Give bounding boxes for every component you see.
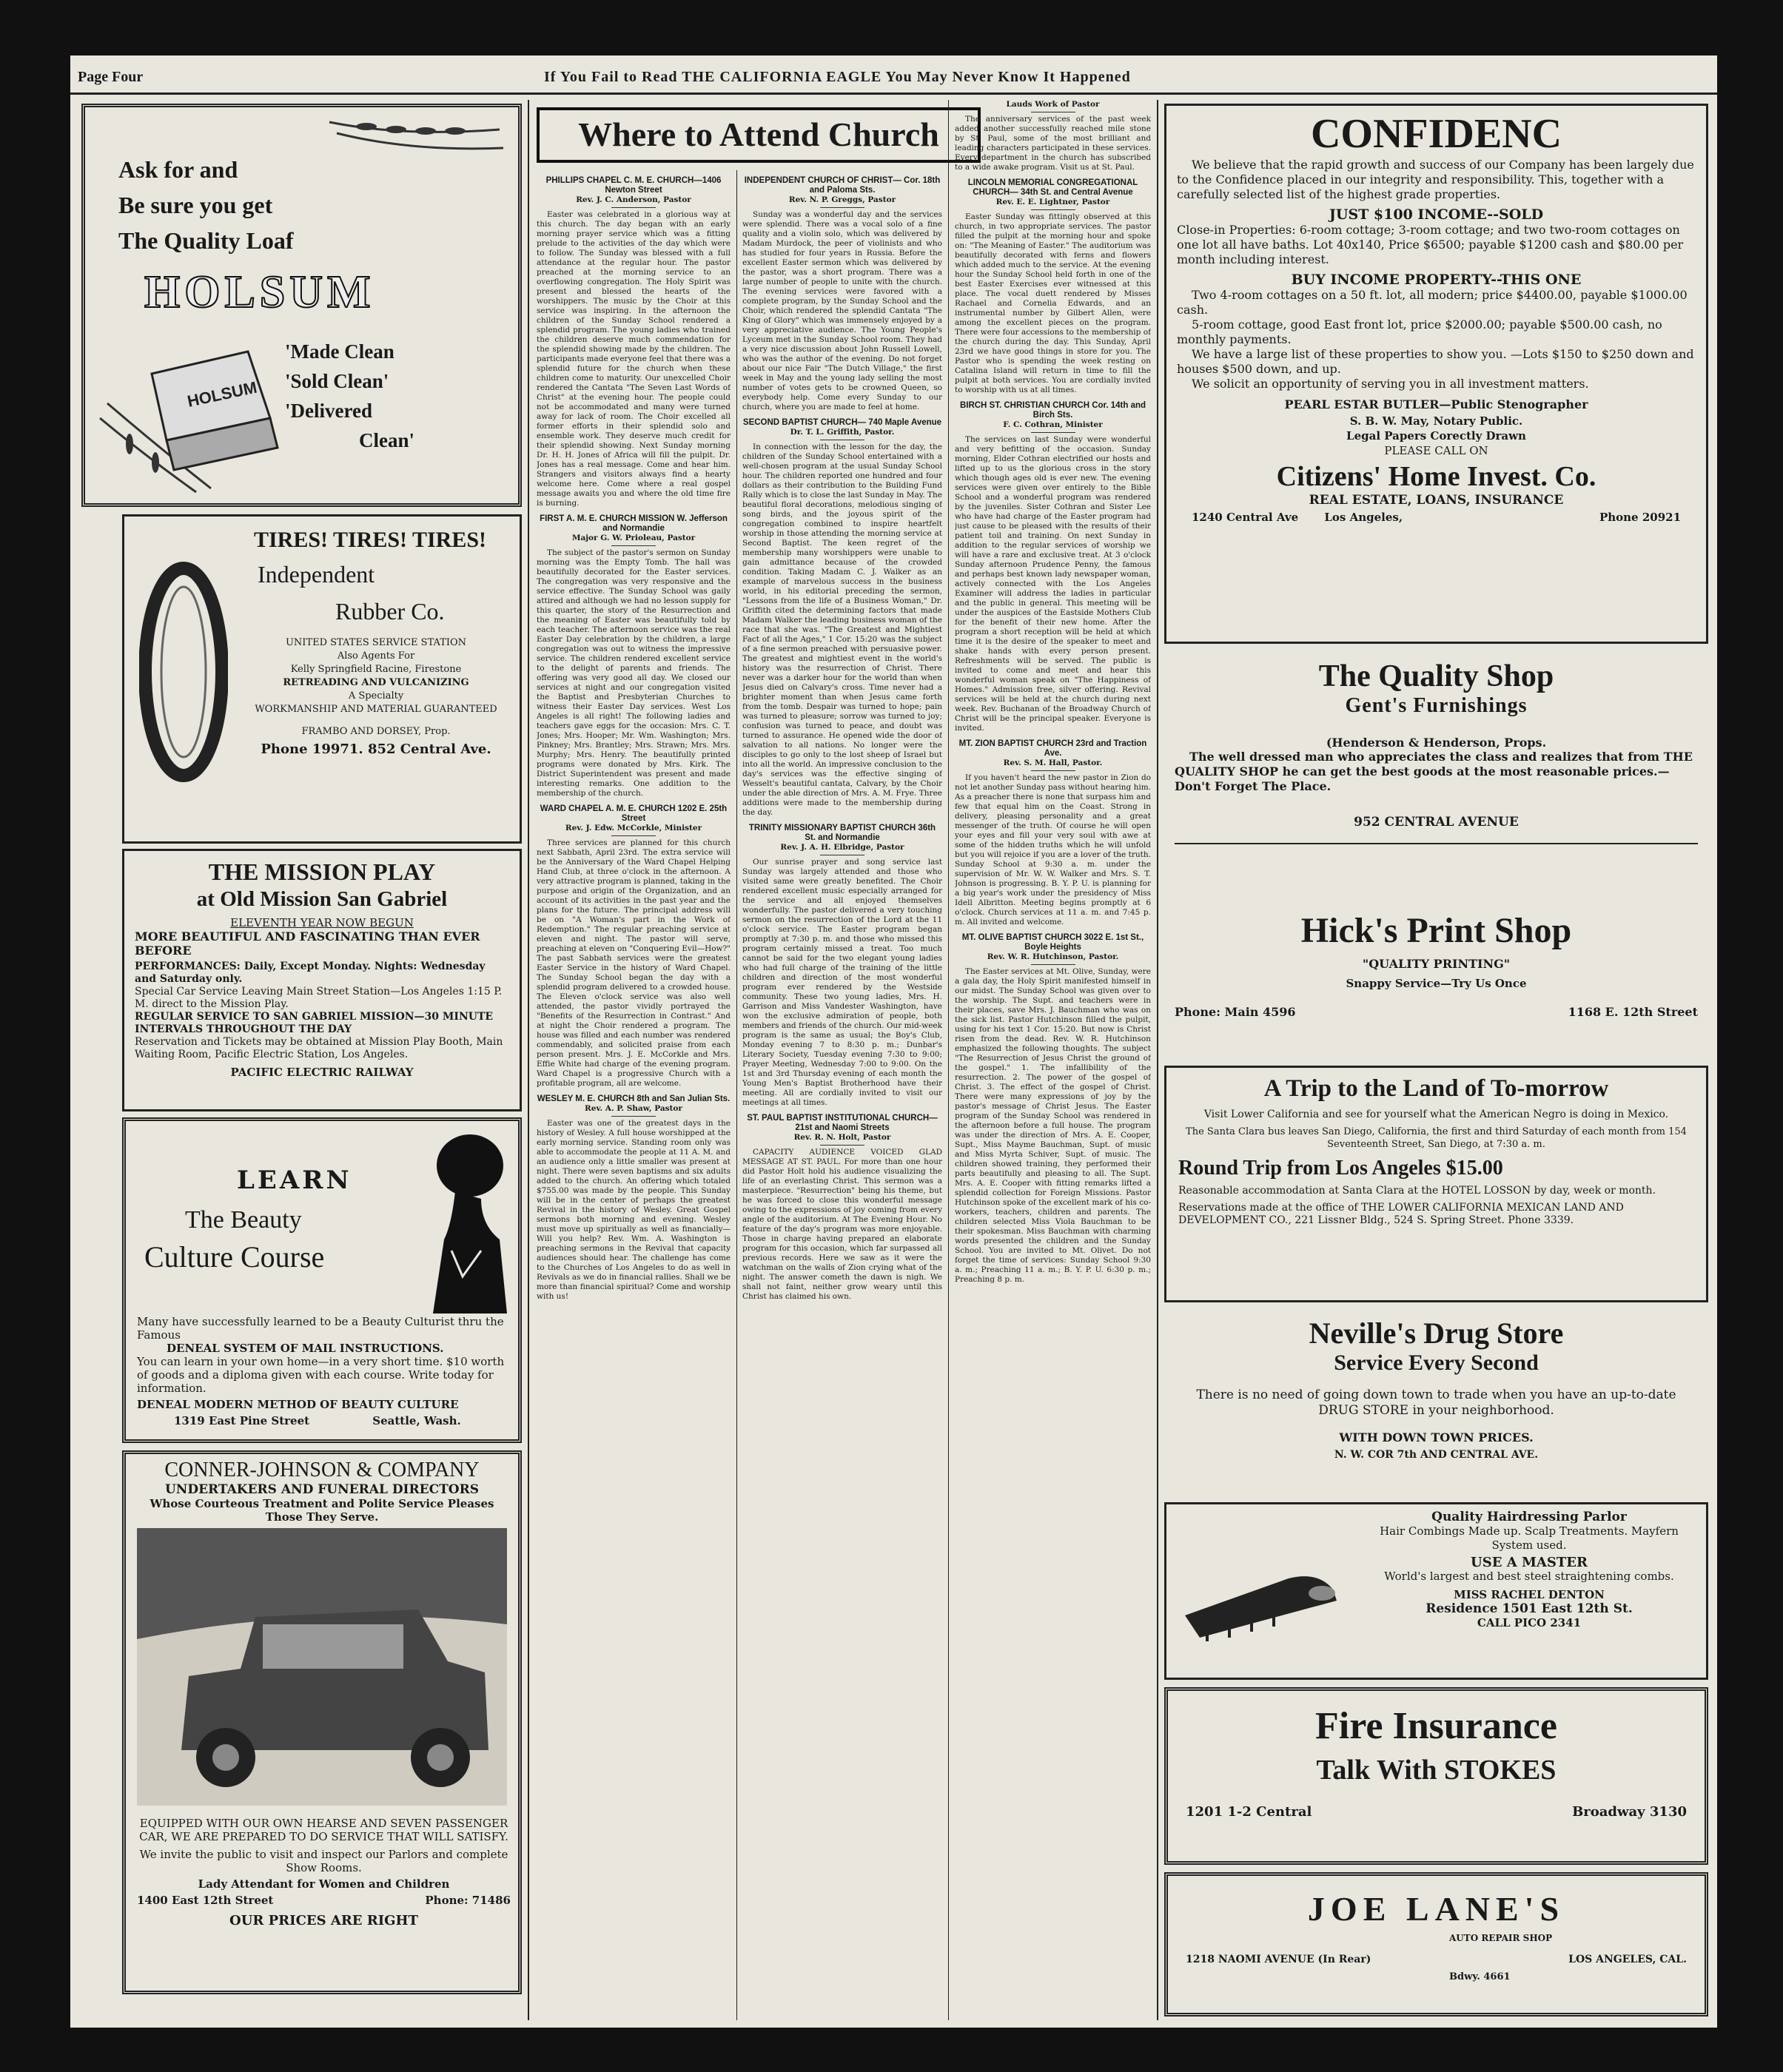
church-article-text: Three services are planned for this church next Sabbath, April 23rd. The extra service will be the Anniversary of the Ward Chapel Helping Hand Club, at three o'clock in the afternoon. A very attractive program is planned, taking in the purpose and origin of the Organization, and an account of its activities in the past year and the plans for the future. The principal address will be on "A Woman's part in the Work of Redemption." The regular preaching service at eleven and night. The pastor will serve, preaching at eleven on "Conquering Evil—How?" The past Sabbath services were the greatest Easter Service in the history of Ward Chapel. The Sunday School began the day with a splendid program delivered to a crowded house. The Eleven o'clock service was also well attended, the pastor vividly portrayed the "Benefits of the Resurrection in Contrast." And at night the Choir rendered a program. The house was filled and each number was rendered commendably, and solicited praise from each person present. Mrs. J. E. McCorkle and Mrs. Effie White had charge of the evening program. Ward Chapel is a progressive Church with a profitable program, all are welcome. xyxy=(537,838,731,1088)
column-divider xyxy=(736,170,737,2020)
holsum-line3: The Quality Loaf xyxy=(118,227,294,254)
mission-railway: PACIFIC ELECTRIC RAILWAY xyxy=(230,1066,414,1079)
confidence-notary: S. B. W. May, Notary Public. xyxy=(1349,414,1523,428)
confidence-address: 1240 Central Ave xyxy=(1192,511,1299,524)
conner-tag: Whose Courteous Treatment and Polite Service Pleases Those They Serve. xyxy=(150,1497,494,1524)
church-pastor: Lauds Work of Pastor xyxy=(1006,100,1100,109)
confidence-p1: Close-in Properties: 6-room cottage; 3-room cottage; and two two-room cottages on one lot all have baths. Lot 40x140, Price $6500; payable $1200 cash and $80.00 per month including interest. xyxy=(1177,223,1684,266)
ad-rule xyxy=(1175,843,1698,844)
church-title: Where to Attend Church xyxy=(578,115,939,153)
conner-phone: Phone: 71486 xyxy=(425,1894,511,1907)
neville-title: Neville's Drug Store xyxy=(1309,1316,1564,1350)
mission-title: THE MISSION PLAY xyxy=(208,858,436,885)
fire-sub: Talk With STOKES xyxy=(1316,1755,1557,1786)
tire-icon xyxy=(139,561,228,783)
beauty-street: 1319 East Pine Street xyxy=(174,1414,310,1427)
confidence-services: REAL ESTATE, LOANS, INSURANCE xyxy=(1309,493,1564,508)
confidence-legal: Legal Papers Corectly Drawn xyxy=(1346,429,1526,443)
church-article-text: In connection with the lesson for the day, the children of the Sunday School entertained with a well-chosen program at the usual Sunday School hour. The children reported one hundred and four dollars as their contribution to the Building Fund Rally which is to close the last Sunday in May. The beautiful floral decorations, melodious singing of song birds, and the joyous spirit of the congregation combined to inspire heartfelt worship in those attending the morning service at Second Baptist. The keen regret of the membership many worshippers were unable to gain admittance because of the crowded condition. Taking Madam C. J. Walker as an example of marvelous success in the business world, in his editorial preceding the sermon, "Lessons from the life of a Business Woman," Dr. Griffith cited the determining factors that made Madam Walker the leading business woman of the race that she was. "The Greatest and Mightiest Fact of all the Ages," 1 Cor. 15:20 was the subject of a fine sermon preached with persuasive power. The greatest and mightiest event in the world's history was the resurrection of Christ. There never was a darker hour for the world than when Jesus died on Calvary's cross. Time never had a brighter moment than when Jesus came forth from the tomb. Despair was turned to hope; pain was turned to pleasure; sorrow was turned to joy; confusion was turned to peace, and doubt was turned to assurance. He opened wide the door of salvation to all nations. No longer were the disciples to go only to the lost sheep of Israel but into all the world. An impressive conclusion to the day's services was the effective singing of Wesselt's beautiful cantata, Calvary, by the Choir under the able direction of Mrs. A. M. Frye. Three additions were made to the membership during the day. xyxy=(742,443,942,817)
neville-prices: WITH DOWN TOWN PRICES. xyxy=(1339,1430,1534,1444)
holsum-line1: Ask for and xyxy=(118,156,238,183)
tires-heading: TIRES! TIRES! TIRES! xyxy=(254,528,487,552)
quality-sub: Gent's Furnishings xyxy=(1345,694,1528,717)
joe-address: 1218 NAOMI AVENUE (In Rear) xyxy=(1186,1954,1371,1965)
tires-specialty: A Specialty xyxy=(348,690,404,702)
pastor-rule xyxy=(611,545,656,546)
confidence-phone: Phone 20921 xyxy=(1599,511,1681,524)
hicks-tag: Snappy Service—Try Us Once xyxy=(1346,977,1527,990)
conner-johnson-ad xyxy=(122,1450,522,1994)
confidence-ad xyxy=(1164,104,1708,644)
pastor-rule xyxy=(611,1116,656,1117)
church-article-text: Sunday was a wonderful day and the services were splendid. There was a vocal solo of a fine quality and a violin solo, which was delivered by Madam Murdock, the peer of violinists and who has studied for four years in Russia. Before the excellent Easter sermon which was delivered by the pastor, was a short program. There was a large number of people to unite with the church. The evening services were favored with a complete program, by the Sunday School and the Choir, which rendered the splendid Cantata "The King of Glory" which was immensely enjoyed by a very appreciative audience. The Young People's Lyceum met in the Sunday School room. They had a very nice discussion about John Russell Lowell, who was the author of the evening. Do not forget about our nice Fair "The Dutch Village," the first week in May and the young lady selling the most number of votes gets to be crowned Queen, so everybody help. Come every Sunday to our church, where you are made to feel at home. xyxy=(742,210,942,411)
church-pastor: Rev. N. P. Greggs, Pastor xyxy=(788,195,896,204)
church-heading: ST. PAUL BAPTIST INSTITUTIONAL CHURCH— 21st and Naomi Streets xyxy=(747,1114,938,1132)
hearse-car-image xyxy=(137,1528,507,1806)
fire-insurance-ad xyxy=(1164,1687,1708,1865)
church-heading: TRINITY MISSIONARY BAPTIST CHURCH 36th St. and Normandie xyxy=(748,824,936,842)
bread-loaf-icon xyxy=(152,352,278,470)
hicks-title: Hick's Print Shop xyxy=(1300,911,1572,950)
holsum-delivered: 'Delivered xyxy=(285,400,372,422)
church-pastor: Rev. J. A. H. Elbridge, Pastor xyxy=(780,843,904,852)
quality-shop-ad xyxy=(1164,651,1708,895)
mission-play-ad xyxy=(122,849,522,1111)
confidence-title: CONFIDENC xyxy=(1310,111,1562,157)
church-heading: WARD CHAPEL A. M. E. CHURCH 1202 E. 25th Street xyxy=(540,804,728,823)
trip-p2: The Santa Clara bus leaves San Diego, California, the first and third Saturday of each month from 154 Seventeenth Street, San Diego, at 7:30 a. m. xyxy=(1186,1126,1687,1150)
church-pastor: Rev. A. P. Shaw, Pastor xyxy=(585,1104,682,1113)
neville-sub: Service Every Second xyxy=(1334,1350,1539,1375)
church-pastor: Major G. W. Prioleau, Pastor xyxy=(571,534,696,542)
church-column-2 xyxy=(742,170,942,2020)
church-article-text: The subject of the pastor's sermon on Sunday morning was the Empty Tomb. The hall was beautifully decorated for the Easter services. The congregation was very responsive and the service effective. The Sunday School was gaily attired and although we had no lesson supply for this quarter, the story of the Resurrection and the meaning of Easter was beautifully told by each teacher. The afternoon service was the real Easter Day celebration by the children, a large congregation was out to witness the impressive service. The children rendered excellent service to the delight of parents and friends. The offering was very good all day. We closed our services at night and our congregation visited the Baptist and Presbyterian Churches to witness their Easter Day services. West Los Angeles is all right! The following ladies and teachers gave eggs for the occasion: Mrs. C. T. Jones; Mrs. Hooper; Mr. Wm. Washington; Mrs. Pinkney; Mrs. Brantley; Mrs. Strawn; Mrs. Mrs. Murphy; Mrs. Henry. The beautifully printed programs were donated by Mrs. Kirk. The District Superintendent was present and made interesting remarks. One addition to the membership of the church. xyxy=(537,548,731,798)
pastor-rule xyxy=(820,207,864,208)
tires-service: UNITED STATES SERVICE STATION xyxy=(285,637,467,648)
hair-residence: Residence 1501 East 12th St. xyxy=(1426,1601,1633,1616)
hair-name: MISS RACHEL DENTON xyxy=(1454,1588,1605,1601)
holsum-ad xyxy=(81,104,522,507)
confidence-company: Citizens' Home Invest. Co. xyxy=(1276,461,1596,492)
mission-year: ELEVENTH YEAR NOW BEGUN xyxy=(230,916,414,929)
quality-title: The Quality Shop xyxy=(1318,659,1554,693)
hair-use: USE A MASTER xyxy=(1471,1555,1588,1570)
church-heading: WESLEY M. E. CHURCH 8th and San Julian Sts. xyxy=(537,1094,731,1103)
beauty-course-ad xyxy=(122,1117,522,1443)
woman-silhouette-icon xyxy=(411,1128,514,1314)
church-article-text: Easter Sunday was fittingly observed at this church, in two appropriate services. The pastor filled the pulpit at the morning hour and spoke on: "The Meaning of Easter." The auditorium was beautifully decorated with ferns and flowers which added much to the service. At the evening hour the Sunday School held forth in one of the best Easter Exercises ever witnessed at this place. The vocal duett rendered by Misses Rachael and Cornelia Edwards, and an instrumental number by Gilbert Allen, were among the excellent pieces on the program. There were four accessions to the membership of the church during the day. This Sunday, April 23rd we have good things in store for you. The Pastor who is spending the week resting on Catalina Island will return in time to fill the pulpit at both services. You are cordially invited to worship with us at all times. xyxy=(955,212,1151,394)
church-pastor: Rev. W. R. Hutchinson, Pastor. xyxy=(987,952,1119,961)
church-heading: INDEPENDENT CHURCH OF CHRIST— Cor. 18th and Paloma Sts. xyxy=(744,176,941,195)
neville-drug-ad xyxy=(1164,1310,1708,1495)
fire-address: 1201 1-2 Central xyxy=(1186,1804,1312,1820)
hair-title: Quality Hairdressing Parlor xyxy=(1431,1510,1627,1524)
tires-ad xyxy=(122,514,522,844)
column-divider xyxy=(948,100,949,2020)
beauty-method: DENEAL MODERN METHOD OF BEAUTY CULTURE xyxy=(137,1398,459,1411)
holsum-brand: HOLSUM xyxy=(144,267,375,317)
conner-lady: Lady Attendant for Women and Children xyxy=(198,1877,450,1891)
column-divider xyxy=(1157,100,1158,2020)
beauty-city: Seattle, Wash. xyxy=(372,1414,461,1427)
confidence-city: Los Angeles, xyxy=(1324,511,1403,524)
church-heading: PHILLIPS CHAPEL C. M. E. CHURCH—1406 Newton Street xyxy=(545,176,722,195)
beauty-learn: LEARN xyxy=(237,1166,352,1195)
pastor-rule xyxy=(1031,432,1075,433)
quality-body: The well dressed man who appreciates the class and realizes that from THE QUALITY SHOP he can get the best goods at the most reasonable prices.—Don't Forget The Place. xyxy=(1175,750,1693,793)
tires-name2: Rubber Co. xyxy=(335,598,445,625)
trip-p1: Visit Lower California and see for yourself what the American Negro is doing in Mexico. xyxy=(1203,1109,1669,1120)
church-pastor: Rev. S. M. Hall, Pastor. xyxy=(1003,758,1103,767)
holsum-sold: 'Sold Clean' xyxy=(285,370,389,392)
church-heading: SECOND BAPTIST CHURCH— 740 Maple Avenue xyxy=(742,418,942,427)
joe-title: JOE LANE'S xyxy=(1307,1890,1565,1928)
neville-body: There is no need of going down town to trade when you have an up-to-date DRUG STORE in your neighborhood. xyxy=(1196,1388,1676,1418)
pastor-rule xyxy=(611,207,656,208)
confidence-h1: JUST $100 INCOME--SOLD xyxy=(1329,206,1544,223)
tires-work: WORKMANSHIP AND MATERIAL GUARANTEED xyxy=(255,704,497,715)
joe-city: LOS ANGELES, CAL. xyxy=(1568,1954,1687,1965)
church-article-text: The anniversary services of the past week added another successfully reached mile stone by St. Paul, some of the most brilliant and leading characters participated in these services. Every department in the church has subscribed to a wide awake program. Visit us at St. Paul. xyxy=(955,115,1151,172)
conner-name: CONNER-JOHNSON & COMPANY xyxy=(164,1459,480,1481)
fire-phone: Broadway 3130 xyxy=(1572,1804,1687,1820)
hicks-address: 1168 E. 12th Street xyxy=(1568,1005,1698,1019)
church-heading: FIRST A. M. E. CHURCH MISSION W. Jefferson and Normandie xyxy=(540,514,728,533)
trip-ad xyxy=(1164,1066,1708,1302)
tires-retread: RETREADING AND VULCANIZING xyxy=(283,677,469,688)
hicks-phone: Phone: Main 4596 xyxy=(1175,1005,1296,1019)
trip-round: Round Trip from Los Angeles $15.00 xyxy=(1178,1157,1503,1180)
church-heading: LINCOLN MEMORIAL CONGREGATIONAL CHURCH— 34th St. and Central Avenue xyxy=(967,178,1138,197)
page-number: Page Four xyxy=(78,69,144,85)
confidence-p2: Two 4-room cottages on a 50 ft. lot, all modern; price $4400.00, payable $1000.00 cash. xyxy=(1177,288,1688,317)
trip-p3: Reasonable accommodation at Santa Clara at the HOTEL LOSSON by day, week or month. xyxy=(1178,1185,1656,1197)
holsum-clean: Clean' xyxy=(359,429,415,451)
mission-car: Special Car Service Leaving Main Street Station—Los Angeles 1:15 P. M. direct to the Mission Play. xyxy=(135,986,503,1010)
mission-subtitle: at Old Mission San Gabriel xyxy=(196,887,448,911)
mission-tag: MORE BEAUTIFUL AND FASCINATING THAN EVER BEFORE xyxy=(135,929,480,958)
tires-owners: FRAMBO AND DORSEY, Prop. xyxy=(301,726,451,737)
tires-brands: Kelly Springfield Racine, Firestone xyxy=(290,664,462,675)
quality-address: 952 CENTRAL AVENUE xyxy=(1354,815,1519,830)
joe-sub: AUTO REPAIR SHOP xyxy=(1449,1933,1553,1943)
pastor-rule xyxy=(1031,964,1075,965)
page-header xyxy=(70,64,1717,94)
pastor-rule xyxy=(611,835,656,836)
church-article-text: The services on last Sunday were wonderful and very befitting of the occasion. Sunday morning, Elder Cothran electrified our hosts and lifted up to us the glorious cross in the story which though ages old is ever new. The evening services were given over entirely to the Bible School and a wonderful program was rendered by the juveniles. Sister Cothran and Sister Lee who have had charge of the Easter program had just cause to be pleased with the results of their patient toil and training. On next Sunday in addition to the regular services of worship we will have a rare and exclusive treat. At 3 o'clock Sunday afternoon Prudence Penny, the famous and perhaps best known lady newspaper woman, actively connected with the Los Angeles Examiner will address the ladies in particular and the public in general. This meeting will be under the auspices of the Eastside Mothers Club for the benefit of their new home. After the program a short reception will be held at which time it is the desire of the speaker to meet and shake hands with every person present. Refreshments will be served. The public is invited to come and meet and hear this wonderful woman speak on "The Happiness of Homes." Admission free, silver offering. Revival services will be held at the church during next week. Rev. Buchanan of the Broadway Church of Christ will be the principal speaker. Everyone is invited. xyxy=(955,435,1151,733)
mission-regular: REGULAR SERVICE TO SAN GABRIEL MISSION—30 MINUTE INTERVALS THROUGHOUT THE DAY xyxy=(135,1011,494,1035)
conner-invite: We invite the public to visit and inspect our Parlors and complete Show Rooms. xyxy=(139,1848,508,1874)
hicks-sub: "QUALITY PRINTING" xyxy=(1362,957,1511,971)
neville-address: N. W. COR 7th AND CENTRAL AVE. xyxy=(1334,1449,1539,1461)
church-pastor: Rev. R. N. Holt, Pastor xyxy=(793,1133,891,1142)
header-rule xyxy=(70,92,1717,95)
pastor-rule xyxy=(1031,770,1075,771)
confidence-p5: We solicit an opportunity of serving you in all investment matters. xyxy=(1192,377,1589,391)
church-pastor: F. C. Cothran, Minister xyxy=(1003,420,1103,429)
confidence-intro: We believe that the rapid growth and success of our Company has been largely due to the Confidence placed in our integrity and responsibility. This, together with a carefully selected list of the highest grade properties. xyxy=(1177,158,1694,201)
hicks-print-ad xyxy=(1164,903,1708,1051)
church-article-text: Our sunrise prayer and song service last Sunday was largely attended and those who visited same were greatly benefited. The Choir rendered excellent music especially arranged for the service and all enjoyed themselves wonderfully. The pastor delivered a very touching sermon on the resurrection of the Lord at the 11 o'clock service. The Easter program began promptly at 7:30 p. m. and those who missed this program certainly missed a treat. Too much cannot be said for the two elegant young ladies who had full charge of the training of the little children and direction of the most wonderful program ever rendered by the Westside community. These two young ladies, Mrs. H. Garrison and Miss Vandester Washington, have won the exclusive admiration of people, both members and friends of the church. Our mid-week program is the same as usual; the Boy's Club, Monday evening 7 to 8:30 p. m.; Dunbar's Literary Society, Tuesday evening 7:30 to 9:00; Prayer Meeting, Wednesday 7:00 to 9:00. On the 1st and 3rd Thursday evening of each month the Young Men's Baptist Brotherhood have their meeting. All are cordially invited to visit our meetings at all times. xyxy=(742,858,942,1107)
church-title-box xyxy=(537,107,981,163)
trip-title: A Trip to the Land of To-morrow xyxy=(1263,1075,1609,1102)
church-article-text: Easter was celebrated in a glorious way at this church. The day began with an early morning prayer service which was a fitting prelude to the activities of the day which were to follow. The Sunday was blessed with a full attendance at the regular hour. The pastor preached at the morning service to an overflowing congregation. The Holy Spirit was present and blessed the hearts of the worshippers. The music by the Choir at this service was inspiring. In the afternoon the children of the Sunday School rendered a splendid program. The young ladies who trained the children deserve much commendation for the splendid showing made by the children. The participants made everyone feel that there was a splendid future for the church when these children come to maturity. Our unexcelled Choir rendered the Cantata "The Seven Last Words of Christ" at the evening hour. The people could not be accommodated and many were turned away for lack of room. The Choir excelled all former efforts in their splendid solo and ensemble work. They deserve much credit for their splendid showing. Next Sunday morning Dr. H. H. Jones of Africa will fill the pulpit. Dr. Jones has a real message. Come and hear him. Strangers and visitors always find a hearty welcome here. Come where a real gospel message awaits you and where the old time fire is burning. xyxy=(537,210,731,508)
beauty-body2: You can learn in your own home—in a very short time. $10 worth of goods and a diploma given with each course. Write today for information. xyxy=(137,1355,505,1395)
fire-title: Fire Insurance xyxy=(1315,1705,1557,1747)
trip-p4: Reservations made at the office of THE LOWER CALIFORNIA MEXICAN LAND AND DEVELOPMENT CO., 221 Lissner Bldg., 524 S. Spring Street. Phone 3339. xyxy=(1178,1202,1624,1226)
hair-call: CALL PICO 2341 xyxy=(1477,1616,1582,1629)
mission-performances: PERFORMANCES: Daily, Except Monday. Nights: Wednesday and Saturday only. xyxy=(135,961,486,985)
confidence-p3: 5-room cottage, good East front lot, price $2000.00; payable $500.00 cash, no monthly payments. xyxy=(1177,317,1662,346)
comb-icon xyxy=(1178,1534,1348,1645)
masthead-tagline: If You Fail to Read THE CALIFORNIA EAGLE You May Never Know It Happened xyxy=(544,69,1131,85)
tires-phone: Phone 19971. 852 Central Ave. xyxy=(261,741,491,757)
hair-line2: World's largest and best steel straightening combs. xyxy=(1384,1570,1674,1583)
tires-name1: Independent xyxy=(258,561,375,588)
confidence-h2: BUY INCOME PROPERTY--THIS ONE xyxy=(1291,272,1582,288)
church-heading: BIRCH ST. CHRISTIAN CHURCH Cor. 14th and Birch Sts. xyxy=(959,401,1146,420)
pastor-rule xyxy=(820,1145,864,1146)
conner-prices: OUR PRICES ARE RIGHT xyxy=(229,1913,418,1928)
confidence-p4: We have a large list of these properties to show you. —Lots $150 to $250 down and houses $500 down, and up. xyxy=(1177,347,1694,376)
church-article-text: Easter was one of the greatest days in the history of Wesley. A full house worshipped at the early morning service. Standing room only was able to accommodate the people at 11 A. M. and an audience only a little smaller was present at night. There were seven baptisms and six adults added to the church. An offering which totaled $755.00 was made by the people. This Sunday will be in the center of perhaps the greatest Revival in the history of Wesley. Great Gospel sermons both morning and evening. Wesley must move up spiritually as well as financially—Will you help? Rev. Wm. A. Washington is preaching sermons in the Revival that capacity audiences should hear. The challenge has come to the Churches of Los Angeles to do as well in Revivals as we do in financial rallies. Shall we be more than financial spiritual? Come and worship with us! xyxy=(537,1119,731,1301)
church-article-text: The Easter services at Mt. Olive, Sunday, were a gala day, the Holy Spirit manifested himself in our midst. The Sunday School was given over to the worship. The Supt. and teachers were in their places, save Mrs. J. Bauchman who was on the sick list. Pastor Hutchinson filled the pulpit, using for his text 1 Cor. 15:20. But now is Christ risen from the dead. Rev. W. R. Hutchinson emphasized the following thoughts. The subject "The Resurrection of Jesus Christ the ground of the gospel." 1. The infallibility of the resurrection. 2. The power of the gospel of Christ. 3. The effect of the gospel of Christ. There were many expressions of joy by the pastor's message of Christ Jesus. The Easter program of the Sunday School was rendered in the afternoon before a full house. The program was under the direction of Mrs. A. E. Cooper, Supt., Miss Mayme Bauchman, Supt. of music and Miss Myrta Schiver, Supt. of music. The children showed training, they performed their parts beautifully and pleasing to all. The Supt. Mrs. A. E. Cooper with fitting remarks lifted a splendid collection for Foreign Missions. Pastor Hutchinson spoke of the excellent mark of his co-workers, teachers, children and parents. The children selected Miss Viola Bauchman to be their spokesman. Miss Bauchman with charming words presented the children and the Sunday School. You are invited to Mt. Olivet. Do not forget the time of services: Sunday School 9:30 a. m.; Preaching 11 a. m.; B. Y. P. U. 6:30 p. m.; Preaching 8 p. m. xyxy=(955,967,1151,1284)
church-column-3 xyxy=(955,100,1151,2020)
church-pastor: Rev. J. C. Anderson, Pastor xyxy=(576,195,691,204)
conner-address: 1400 East 12th Street xyxy=(137,1894,274,1907)
hair-line1: Hair Combings Made up. Scalp Treatments. Mayfern System used. xyxy=(1380,1524,1679,1552)
church-pastor: Dr. T. L. Griffith, Pastor. xyxy=(790,428,895,437)
joe-phone: Bdwy. 4661 xyxy=(1449,1971,1511,1982)
column-divider xyxy=(528,100,529,2020)
joe-lanes-ad xyxy=(1164,1872,1708,2016)
church-column-1 xyxy=(537,170,731,2020)
church-heading: MT. OLIVE BAPTIST CHURCH 3022 E. 1st St., Boyle Heights xyxy=(961,933,1144,952)
pastor-rule xyxy=(1031,209,1075,210)
holsum-line2: Be sure you get xyxy=(118,192,273,218)
beauty-course: Culture Course xyxy=(144,1240,325,1274)
confidence-steno: PEARL ESTAR BUTLER—Public Stenographer xyxy=(1284,397,1588,411)
church-pastor: Rev. E. E. Lightner, Pastor xyxy=(995,198,1110,206)
beauty-the: The Beauty xyxy=(185,1206,302,1234)
beauty-body1: Many have successfully learned to be a Beauty Culturist thru the Famous xyxy=(137,1315,504,1342)
conner-equip: EQUIPPED WITH OUR OWN HEARSE AND SEVEN PASSENGER CAR, WE ARE PREPARED TO DO SERVICE THAT WILL SATISFY. xyxy=(139,1817,508,1843)
church-pastor: Rev. J. Edw. McCorkle, Minister xyxy=(565,824,702,832)
svg-text:HOLSUM: HOLSUM xyxy=(185,377,259,411)
confidence-call: PLEASE CALL ON xyxy=(1384,444,1488,457)
church-article-text: CAPACITY AUDIENCE VOICED GLAD MESSAGE AT ST. PAUL. For more than one hour did Pastor Holt hold his audience visualizing the life of an everlasting Christ. This sermon was a masterpiece. "Resurrection" being his theme, but he was forced to close this wonderful message owing to the expressions of joy coming from every angle of the auditorium. At The Evening Hour. No feature of the day's program was more enjoyable. Those in charge having prepared an elaborate program for this occasion, which far surpassed all previous records. Here we saw as it were the watchman on the walls of Zion crying what of the night. The answer cometh the dawn is nigh. We shall not faint, neither grow weary until this Christ has claimed his own. xyxy=(742,1148,942,1301)
conner-sub: UNDERTAKERS AND FUNERAL DIRECTORS xyxy=(164,1482,479,1497)
church-article-text: If you haven't heard the new pastor in Zion do not let another Sunday pass without hearing him. As a preacher there is none that surpass him and few that equal him on the Coast. Strong in delivery, pleasing personality and a great messenger of the truth. Of course he will open your eyes and fill your very soul with awe at some of the hidden truths which he will unfold but you will rejoice if you are a lover of the truth. Sunday School at 9:30 a. m. under the supervision of Mr. W. W. Walker and Mrs. S. T. Johnson is progressing. B. Y. P. U. is planning for a big year's work under the presidency of Miss Idell Albritton. Meeting begins promptly at 6 o'clock. Church services at 11 a. m. and 7:45 p. m. All invited and welcome. xyxy=(955,773,1151,926)
holsum-made: 'Made Clean xyxy=(285,340,394,363)
mission-tickets: Reservation and Tickets may be obtained at Mission Play Booth, Main Waiting Room, Pacific Electric Station, Los Angeles. xyxy=(135,1036,503,1060)
newspaper-page xyxy=(70,56,1717,2028)
beauty-system: DENEAL SYSTEM OF MAIL INSTRUCTIONS. xyxy=(167,1342,444,1355)
tires-agents: Also Agents For xyxy=(337,650,415,662)
church-heading: MT. ZION BAPTIST CHURCH 23rd and Traction Ave. xyxy=(958,739,1147,758)
hairdressing-ad xyxy=(1164,1502,1708,1680)
quality-props: (Henderson & Henderson, Props. xyxy=(1326,736,1547,750)
